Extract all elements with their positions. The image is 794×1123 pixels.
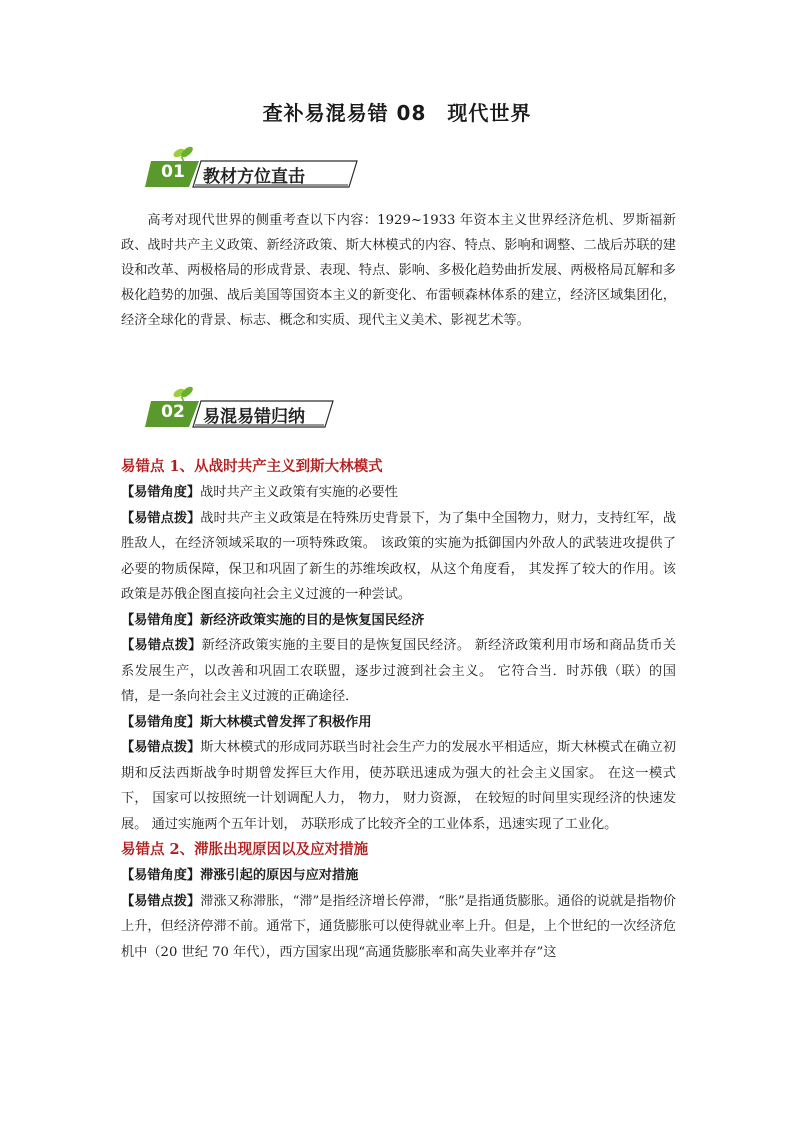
- error-angle: [121, 863, 676, 889]
- section-heading: 教材方位直击: [203, 167, 305, 187]
- angle-text: 斯大林模式曾发挥了积极作用: [200, 714, 372, 730]
- error-tip: [121, 735, 676, 837]
- error-points: [121, 454, 676, 965]
- tip-text: 滞涨又称滞胀，“滞”是指经济增长停滞，“胀”是指通货膨胀。通俗的说就是指物价上升，但经济停滞不前。通常下，通货膨胀可以使得就业率上升。但是，上个世纪的一次经济危机中（20 世纪 70 年代），西方国家出现“高通货膨胀率和高失业率并存”这: [121, 893, 676, 960]
- error-tip: [121, 889, 676, 966]
- section-banner-1: [143, 143, 358, 193]
- tip-text: 战时共产主义政策是在特殊历史背景下，为了集中全国物力，财力，支持红军，战胜敌人，在经济领域采取的一项特殊政策。 该政策的实施为抵御国内外敌人的武装进攻提供了必要的物质保障，保卫和巩固了新生的苏维埃政权，从这个角度看， 其发挥了较大的作用。该政策是苏俄企图直接向社会主义过渡的一种尝试。: [121, 510, 677, 602]
- section-banner-2: [143, 383, 358, 433]
- error-point-title: 易错点 1、从战时共产主义到斯大林模式: [121, 458, 383, 475]
- error-tip: [121, 506, 676, 608]
- tip-text: 斯大林模式的形成同苏联当时社会生产力的发展水平相适应，斯大林模式在确立初期和反法西斯战争时期曾发挥巨大作用，使苏联迅速成为强大的社会主义国家。 在这一模式下， 国家可以按照统一计划调配人力， 物力， 财力资源， 在较短的时间里实现经济的快速发展。 通过实施两个五年计划， 苏联形成了比较齐全的工业体系，迅速实现了工业化。: [121, 740, 677, 832]
- tip-text: 新经济政策实施的主要目的是恢复国民经济。 新经济政策利用市场和商品货币关系发展生产，以改善和巩固工农联盟，逐步过渡到社会主义。 它符合当．时苏俄（联）的国情，是一条向社会主义过渡的正确途径．: [121, 638, 676, 704]
- intro-paragraph: 高考对现代世界的侧重考查以下内容：1929~1933 年资本主义世界经济危机、罗斯福新政、战时共产主义政策、新经济政策、斯大林模式的内容、特点、影响和调整、二战后苏联的建设和改革、两极格局的形成背景、表现、特点、影响、多极化趋势曲折发展、两极格局瓦解和多极化趋势的加强、战后美国等国资本主义的新变化、布雷顿森林体系的建立，经济区域集团化，经济全球化的背景、标志、概念和实质、现代主义美术、影视艺术等。: [121, 213, 676, 328]
- error-tip: [121, 633, 676, 710]
- section-number: 02: [161, 402, 185, 422]
- angle-tag: 【易错角度】: [121, 485, 201, 500]
- tip-tag: 【易错点拨】: [121, 510, 201, 526]
- error-angle: [121, 710, 676, 736]
- tip-tag: 【易错点拨】: [121, 893, 201, 909]
- angle-text: 战时共产主义政策有实施的必要性: [200, 485, 398, 500]
- angle-text: 新经济政策实施的目的是恢复国民经济: [200, 612, 425, 628]
- angle-tag: 【易错角度】: [121, 612, 201, 628]
- tip-tag: 【易错点拨】: [121, 740, 201, 755]
- angle-text: 滞涨引起的原因与应对措施: [200, 868, 359, 883]
- section-heading: 易混易错归纳: [203, 407, 305, 427]
- page-title: 查补易混易错 08 现代世界: [262, 101, 532, 125]
- angle-tag: 【易错角度】: [121, 868, 201, 883]
- angle-tag: 【易错角度】: [121, 714, 201, 730]
- error-angle: [121, 608, 676, 634]
- tip-tag: 【易错点拨】: [121, 638, 202, 653]
- error-angle: [121, 480, 676, 506]
- section-number: 01: [161, 162, 185, 182]
- error-point-title: 易错点 2、滞胀出现原因以及应对措施: [121, 841, 369, 858]
